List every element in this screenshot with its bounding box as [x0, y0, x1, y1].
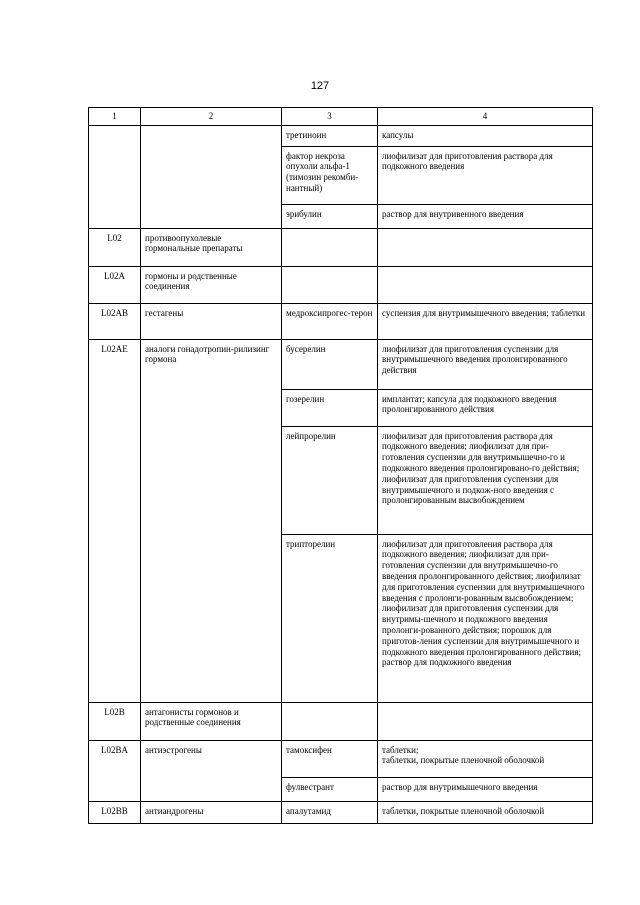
- drug-name-cell: трипторелин: [282, 534, 378, 702]
- dosage-form-cell: капсулы: [378, 125, 593, 146]
- dosage-form-cell: [378, 702, 593, 740]
- dosage-form-cell: суспензия для внутримышечного введения; таблетки: [378, 303, 593, 339]
- drug-name-cell: третиноин: [282, 125, 378, 146]
- table-row: [89, 266, 593, 303]
- dosage-form-cell: имплантат; капсула для подкожного введения пролонгированного действия: [378, 389, 593, 426]
- column-header: 2: [141, 108, 282, 126]
- atc-code-cell: L02AE: [89, 339, 141, 702]
- group-name-cell: антиэстрогены: [141, 740, 282, 801]
- dosage-form-cell: раствор для внутривенного введения: [378, 204, 593, 228]
- drug-name-cell: медроксипрогес-терон: [282, 303, 378, 339]
- group-name-cell: антиандрогены: [141, 801, 282, 823]
- group-name-cell: аналоги гонадотропин-рилизинг гормона: [141, 339, 282, 702]
- atc-code-cell: L02A: [89, 266, 141, 303]
- table-row: [89, 801, 593, 823]
- table-header-row: [89, 108, 593, 126]
- table-row: [89, 125, 593, 146]
- drug-table: [88, 107, 593, 824]
- group-name-cell: [141, 125, 282, 228]
- column-header: 1: [89, 108, 141, 126]
- atc-code-cell: L02: [89, 228, 141, 266]
- dosage-form-cell: лиофилизат для приготовления раствора для подкожного введения; лиофилизат для при-готовления суспензии для внутримышечно-го и подкожного введения пролонгировано-го действия; лиофилизат для приготовления суспензии для внутримышечного и подкож-ного введения с пролонгированным высвобождением: [378, 426, 593, 534]
- dosage-form-cell: [378, 228, 593, 266]
- atc-code-cell: L02B: [89, 702, 141, 740]
- drug-name-cell: гозерелин: [282, 389, 378, 426]
- dosage-form-cell: лиофилизат для приготовления раствора для подкожного введения: [378, 146, 593, 204]
- dosage-form-cell: таблетки; таблетки, покрытые пленочной оболочкой: [378, 740, 593, 777]
- atc-code-cell: L02BA: [89, 740, 141, 801]
- table-row: [89, 740, 593, 777]
- group-name-cell: антагонисты гормонов и родственные соединения: [141, 702, 282, 740]
- group-name-cell: гестагены: [141, 303, 282, 339]
- table-row: [89, 339, 593, 389]
- atc-code-cell: L02AB: [89, 303, 141, 339]
- dosage-form-cell: таблетки, покрытые пленочной оболочкой: [378, 801, 593, 823]
- dosage-form-cell: лиофилизат для приготовления суспензии для внутримышечного введения пролонгированного действия: [378, 339, 593, 389]
- dosage-form-cell: лиофилизат для приготовления раствора для подкожного введения; лиофилизат для при-готовления суспензии для внутримышечно-го введения пролонгированного действия; лиофилизат для приготовления суспензии для внутримышечного введения с пролонги-рованным высвобождением; лиофилизат для приготовления суспензии для внутримы-шечного и подкожного введения пролонги-рованного действия; порошок для приготов-ления суспензии для внутримышечного и подкожного введения пролонгированного действия; раствор для подкожного введения: [378, 534, 593, 702]
- dosage-form-cell: [378, 266, 593, 303]
- drug-name-cell: [282, 266, 378, 303]
- drug-name-cell: лейпрорелин: [282, 426, 378, 534]
- dosage-form-cell: раствор для внутримышечного введения: [378, 777, 593, 801]
- table-row: [89, 228, 593, 266]
- drug-name-cell: [282, 228, 378, 266]
- drug-name-cell: бусерелин: [282, 339, 378, 389]
- drug-name-cell: фулвестрант: [282, 777, 378, 801]
- column-header: 4: [378, 108, 593, 126]
- table-row: [89, 303, 593, 339]
- group-name-cell: противоопухолевые гормональные препараты: [141, 228, 282, 266]
- drug-name-cell: апалутамид: [282, 801, 378, 823]
- atc-code-cell: [89, 125, 141, 228]
- drug-name-cell: тамоксифен: [282, 740, 378, 777]
- table-row: [89, 702, 593, 740]
- drug-name-cell: эрибулин: [282, 204, 378, 228]
- group-name-cell: гормоны и родственные соединения: [141, 266, 282, 303]
- column-header: 3: [282, 108, 378, 126]
- drug-name-cell: фактор некроза опухоли альфа-1 (тимозин рекомби-нантный): [282, 146, 378, 204]
- drug-name-cell: [282, 702, 378, 740]
- atc-code-cell: L02BB: [89, 801, 141, 823]
- page-number: 127: [310, 80, 330, 92]
